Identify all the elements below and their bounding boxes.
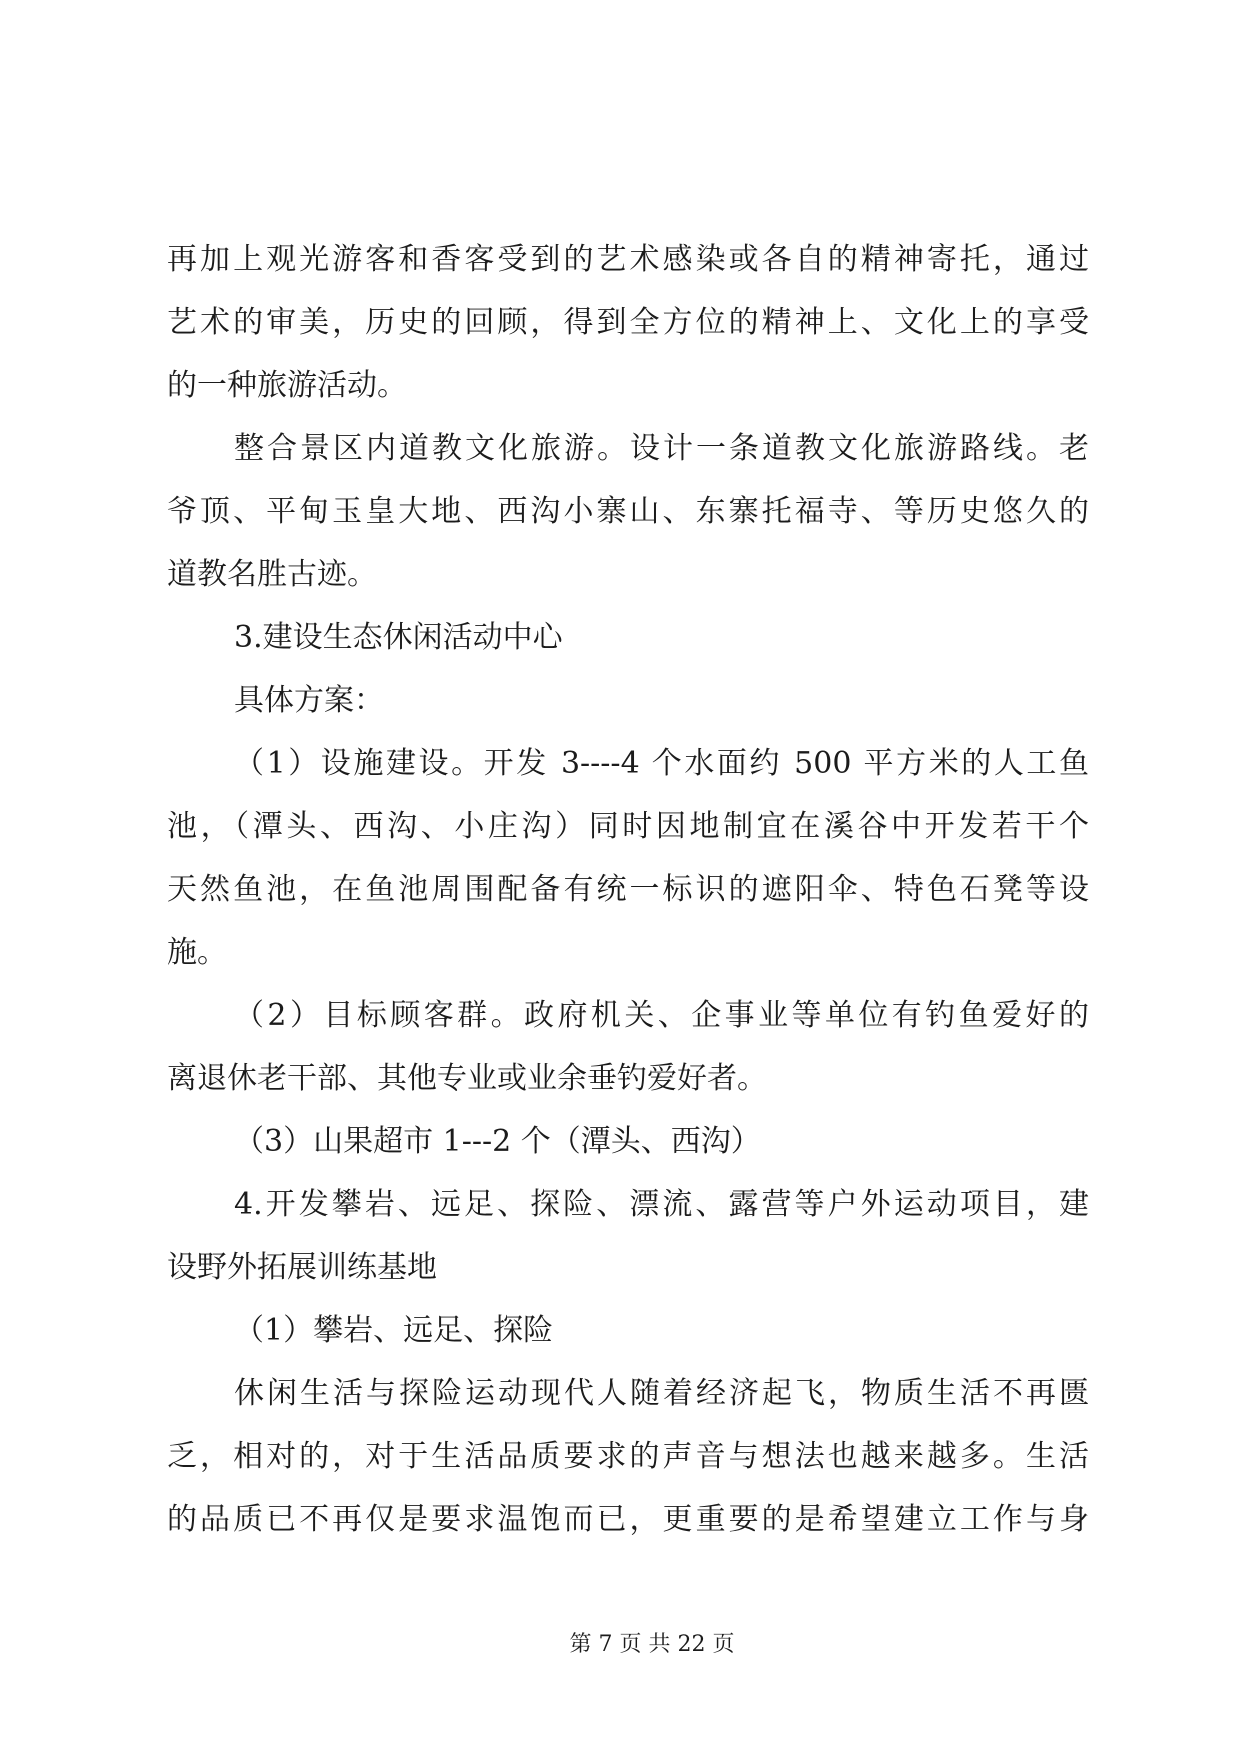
- text-line: （3）山果超市 1---2 个（潭头、西沟）: [234, 1124, 761, 1159]
- text-line: 具体方案：: [234, 683, 384, 718]
- page-footer: 第 7 页 共 22 页: [569, 1632, 735, 1657]
- section-heading: [167, 1173, 1089, 1299]
- paragraph: [167, 669, 1089, 732]
- paragraph: [167, 1110, 1089, 1173]
- text-line: 乏，相对的，对于生活品质要求的声音与想法也越来越多。生活: [167, 1439, 1089, 1474]
- text-line: 再加上观光游客和香客受到的艺术感染或各自的精神寄托，通过: [167, 242, 1089, 277]
- paragraph: [167, 417, 1089, 606]
- text-line: 3.建设生态休闲活动中心: [234, 620, 563, 655]
- text-line: 爷顶、平甸玉皇大地、西沟小寨山、东寨托福寺、等历史悠久的: [167, 494, 1089, 529]
- paragraph: [167, 228, 1089, 417]
- text-line: （1）设施建设。开发 3----4 个水面约 500 平方米的人工鱼: [234, 746, 1089, 781]
- text-line: （2）目标顾客群。政府机关、企事业等单位有钓鱼爱好的: [234, 998, 1089, 1033]
- text-line: 的品质已不再仅是要求温饱而已，更重要的是希望建立工作与身: [167, 1502, 1089, 1537]
- text-line: 艺术的审美，历史的回顾，得到全方位的精神上、文化上的享受: [167, 305, 1089, 340]
- text-line: 休闲生活与探险运动现代人随着经济起飞，物质生活不再匮: [234, 1376, 1089, 1411]
- paragraph: [167, 1299, 1089, 1362]
- text-line: 施。: [167, 935, 227, 970]
- text-line: 池，（潭头、西沟、小庄沟）同时因地制宜在溪谷中开发若干个: [167, 809, 1089, 844]
- text-line: （1）攀岩、远足、探险: [234, 1313, 554, 1348]
- paragraph: [167, 984, 1089, 1110]
- text-line: 4.开发攀岩、远足、探险、漂流、露营等户外运动项目，建: [234, 1187, 1089, 1222]
- text-line: 离退休老干部、其他专业或业余垂钓爱好者。: [167, 1061, 767, 1096]
- text-line: 整合景区内道教文化旅游。设计一条道教文化旅游路线。老: [234, 431, 1089, 466]
- paragraph: [167, 1362, 1089, 1551]
- text-line: 的一种旅游活动。: [167, 368, 407, 403]
- section-heading: [167, 606, 1089, 669]
- paragraph: [167, 732, 1089, 984]
- text-line: 设野外拓展训练基地: [167, 1250, 437, 1285]
- body-text: [167, 228, 1089, 1551]
- text-line: 天然鱼池，在鱼池周围配备有统一标识的遮阳伞、特色石凳等设: [167, 872, 1089, 907]
- text-line: 道教名胜古迹。: [167, 557, 377, 592]
